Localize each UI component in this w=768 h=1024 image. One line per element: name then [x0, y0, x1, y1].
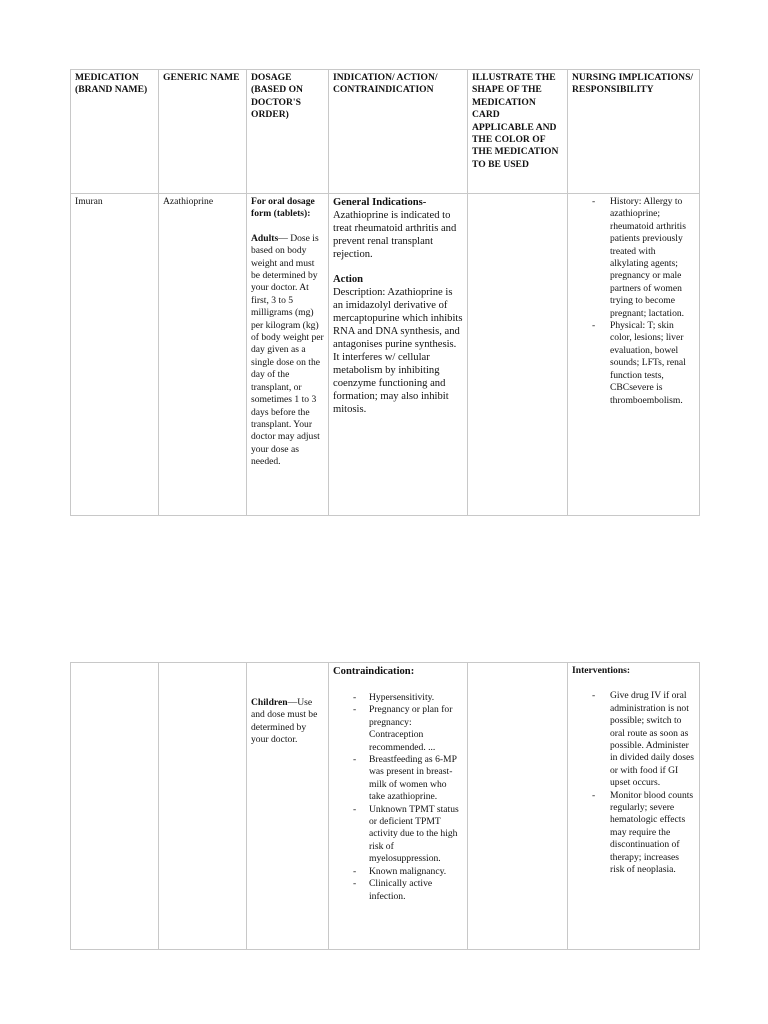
dosage-cell — [247, 663, 329, 950]
brand-name-cell — [71, 194, 159, 516]
header-illustrate: ILLUSTRATE THE SHAPE OF THE MEDICATION CARD APPLICABLE AND THE COLOR OF THE MEDICATION TO BE USED — [468, 70, 568, 194]
general-indications-text: Azathioprine is indicated to treat rheumatoid arthritis and prevent renal transplant rejection. — [333, 210, 457, 260]
illustrate-cell — [468, 663, 568, 950]
list-item: - Clinically active infection. — [333, 878, 463, 903]
brand-name-cell — [71, 663, 159, 950]
children-label: Children — [251, 697, 288, 708]
header-medication: MEDICATION (BRAND NAME) — [71, 70, 159, 194]
nursing-cell — [568, 194, 700, 516]
contraindication-list — [333, 692, 463, 903]
list-item: - History: Allergy to azathioprine; rheumatoid arthritis patients previously treated with alkylating agents; pregnancy or male partners of women trying to become pregnant; lactation. — [572, 196, 695, 320]
dosage-form-label: For oral dosage form (tablets): — [251, 196, 315, 220]
brand-name: Imuran — [75, 196, 103, 207]
indication-cell — [329, 194, 468, 516]
medication-table-page-1 — [70, 69, 700, 516]
medication-table-page-2 — [70, 662, 700, 950]
header-row — [71, 70, 700, 194]
header-generic-name: GENERIC NAME — [159, 70, 247, 194]
list-item: - Give drug IV if oral administration is not possible; switch to oral route as soon as possible. Administer in divided daily doses or with food if GI upset occurs. — [572, 690, 695, 789]
interventions-label: Interventions: — [572, 665, 631, 676]
list-item: - Hypersensitivity. — [333, 692, 463, 704]
children-dosage — [251, 697, 324, 747]
header-nursing: NURSING IMPLICATIONS/ RESPONSIBILITY — [568, 70, 700, 194]
list-item: - Monitor blood counts regularly; severe hematologic effects may require the discontinuation of therapy; increases risk of neoplasia. — [572, 790, 695, 877]
list-item: - Pregnancy or plan for pregnancy: Contraception recommended. ... — [333, 704, 463, 754]
list-item: - Physical: T; skin color, lesions; liver evaluation, bowel sounds; LFTs, renal function tests, CBCsevere is thromboembolism. — [572, 320, 695, 407]
adults-text: — Dose is based on body weight and must be determined by your doctor. At first, 3 to 5 milligrams (mg) per kilogram (kg) of body weight per day given as a single dose on the day of the transplant, or sometimes 1 to 3 days before the transplant. Your doctor may adjust your dose as needed. — [251, 232, 324, 468]
generic-name-cell — [159, 194, 247, 516]
nursing-cell — [568, 663, 700, 950]
action-text: Description: Azathioprine is an imidazolyl derivative of mercaptopurine which inhibits RNA and DNA synthesis, and antagonises purine synthesis. It interferes w/ cellular metabolism by inhibiting coenzyme functioning and formation; may also inhibit mitosis. — [333, 287, 463, 415]
table-row — [71, 663, 700, 950]
nursing-list — [572, 196, 695, 407]
header-indication: INDICATION/ ACTION/ CONTRAINDICATION — [329, 70, 468, 194]
generic-name-cell — [159, 663, 247, 950]
list-item: - Breastfeeding as 6-MP was present in breast-milk of women who take azathioprine. — [333, 754, 463, 804]
table-row — [71, 194, 700, 516]
generic-name: Azathioprine — [163, 196, 214, 207]
children-text: —Use and dose must be determined by your doctor. — [251, 697, 318, 746]
contraindication-cell — [329, 663, 468, 950]
adults-dosage — [251, 233, 324, 469]
list-item: - Known malignancy. — [333, 866, 463, 878]
illustrate-cell — [468, 194, 568, 516]
dosage-cell — [247, 194, 329, 516]
header-dosage: DOSAGE (BASED ON DOCTOR'S ORDER) — [247, 70, 329, 194]
action-label: Action — [333, 274, 364, 285]
general-indications-label: General Indications- — [333, 197, 427, 208]
adults-label: Adults — [251, 232, 279, 244]
contraindication-label: Contraindication: — [333, 666, 415, 677]
list-item: - Unknown TPMT status or deficient TPMT activity due to the high risk of myelosuppression. — [333, 804, 463, 866]
interventions-list — [572, 690, 695, 876]
